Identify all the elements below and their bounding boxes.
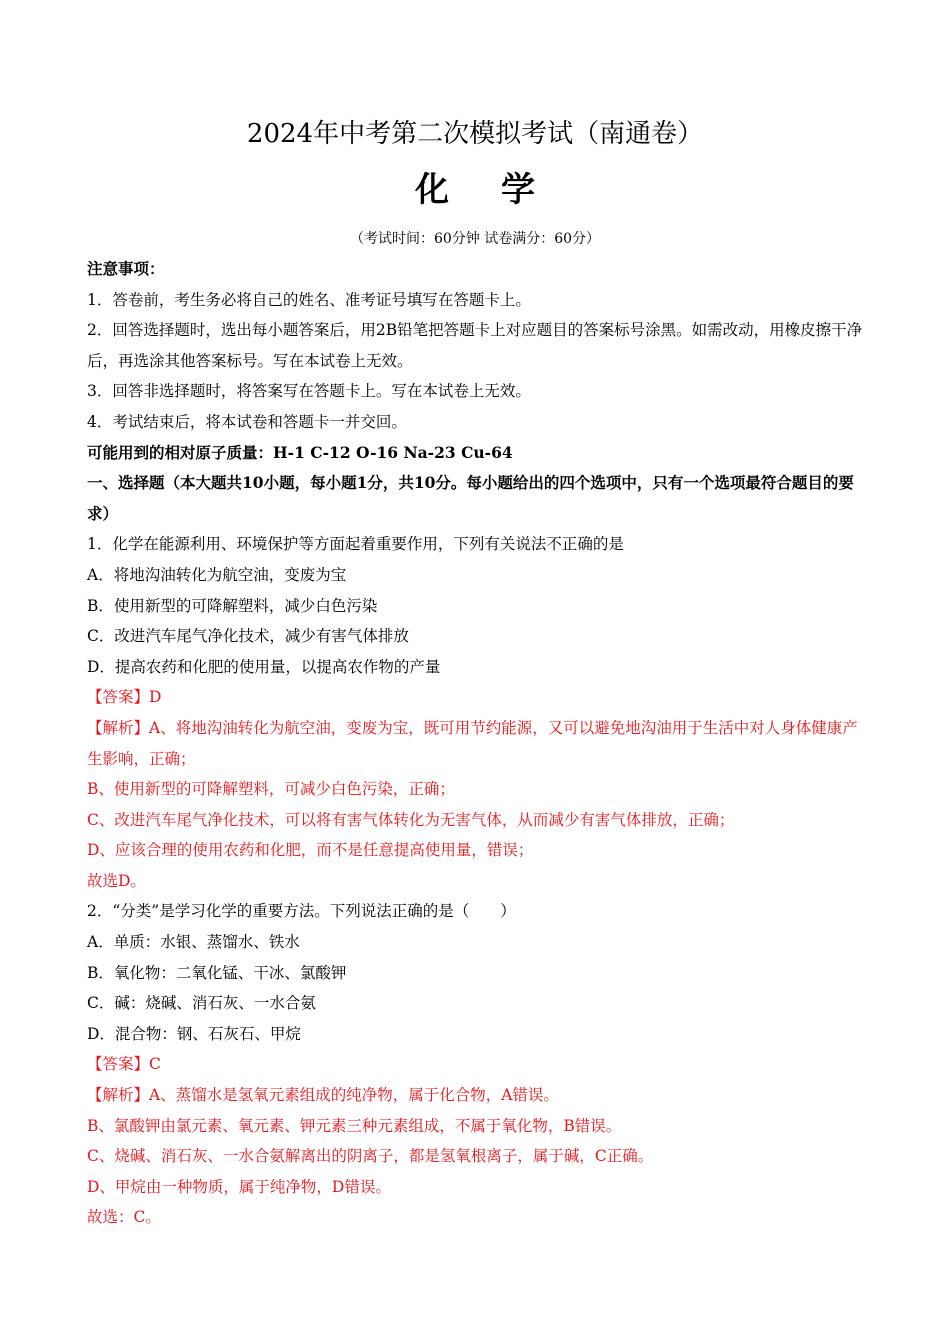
notes-heading: 注意事项： bbox=[87, 259, 165, 278]
question-stem: 1．化学在能源利用、环境保护等方面起着重要作用，下列有关说法不正确的是 bbox=[87, 535, 624, 554]
analysis-line: B、氯酸钾由氯元素、氧元素、钾元素三种元素组成，不属于氧化物，B错误。 bbox=[87, 1116, 622, 1135]
exam-timing: （考试时间：60分钟 试卷满分：60分） bbox=[349, 231, 601, 247]
analysis-line: 【解析】A、将地沟油转化为航空油，变废为宝，既可用节约能源，又可以避免地沟油用于生活中对人身体健康产生影响，正确； bbox=[87, 718, 858, 768]
note-item: 2．回答选择题时，选出每小题答案后，用2B铅笔把答题卡上对应题目的答案标号涂黑。如需改动，用橡皮擦干净后，再选涂其他答案标号。写在本试卷上无效。 bbox=[87, 321, 863, 370]
exam-body bbox=[87, 254, 867, 1233]
option-c: C．碱：烧碱、消石灰、一水合氨 bbox=[87, 994, 316, 1013]
answer: 【答案】C bbox=[87, 1055, 161, 1074]
question-1 bbox=[87, 529, 867, 896]
option-b: B．氧化物：二氧化锰、干冰、氯酸钾 bbox=[87, 963, 347, 982]
analysis-line: C、烧碱、消石灰、一水合氨解离出的阴离子，都是氢氧根离子，属于碱，C正确。 bbox=[87, 1147, 654, 1166]
option-a: A．将地沟油转化为航空油，变废为宝 bbox=[87, 565, 347, 584]
option-d: D．提高农药和化肥的使用量，以提高农作物的产量 bbox=[87, 657, 441, 676]
note-item: 4．考试结束后，将本试卷和答题卡一并交回。 bbox=[87, 412, 407, 431]
analysis-line: D、甲烷由一种物质，属于纯净物，D错误。 bbox=[87, 1177, 391, 1196]
question-2 bbox=[87, 896, 867, 1233]
question-stem: 2．“分类”是学习化学的重要方法。下列说法正确的是（ ） bbox=[87, 902, 516, 921]
option-c: C．改进汽车尾气净化技术，减少有害气体排放 bbox=[87, 627, 409, 646]
option-d: D．混合物：钢、石灰石、甲烷 bbox=[87, 1024, 301, 1043]
analysis-conclusion: 故选：C。 bbox=[87, 1208, 161, 1227]
option-a: A．单质：水银、蒸馏水、铁水 bbox=[87, 933, 300, 952]
section-heading: 一、选择题（本大题共10小题，每小题1分，共10分。每小题给出的四个选项中，只有一个选项最符合题目的要求） bbox=[87, 473, 854, 523]
analysis-line: D、应该合理的使用农药和化肥，而不是任意提高使用量，错误； bbox=[87, 841, 534, 860]
analysis-line: B、使用新型的可降解塑料，可减少白色污染，正确； bbox=[87, 780, 455, 799]
subject-title: 化学 bbox=[415, 170, 587, 210]
note-item: 3．回答非选择题时，将答案写在答题卡上。写在本试卷上无效。 bbox=[87, 382, 531, 401]
analysis-line: C、改进汽车尾气净化技术，可以将有害气体转化为无害气体，从而减少有害气体排放，正确； bbox=[87, 810, 735, 829]
note-item: 1．答卷前，考生务必将自己的姓名、准考证号填写在答题卡上。 bbox=[87, 290, 531, 309]
atomic-masses: 可能用到的相对原子质量：H-1 C-12 O-16 Na-23 Cu-64 bbox=[87, 442, 513, 462]
analysis-conclusion: 故选D。 bbox=[87, 871, 146, 890]
exam-title: 2024年中考第二次模拟考试（南通卷） bbox=[246, 119, 704, 149]
analysis-line: 【解析】A、蒸馏水是氢氧元素组成的纯净物，属于化合物，A错误。 bbox=[87, 1086, 559, 1105]
answer: 【答案】D bbox=[87, 688, 162, 707]
option-b: B．使用新型的可降解塑料，减少白色污染 bbox=[87, 596, 378, 615]
